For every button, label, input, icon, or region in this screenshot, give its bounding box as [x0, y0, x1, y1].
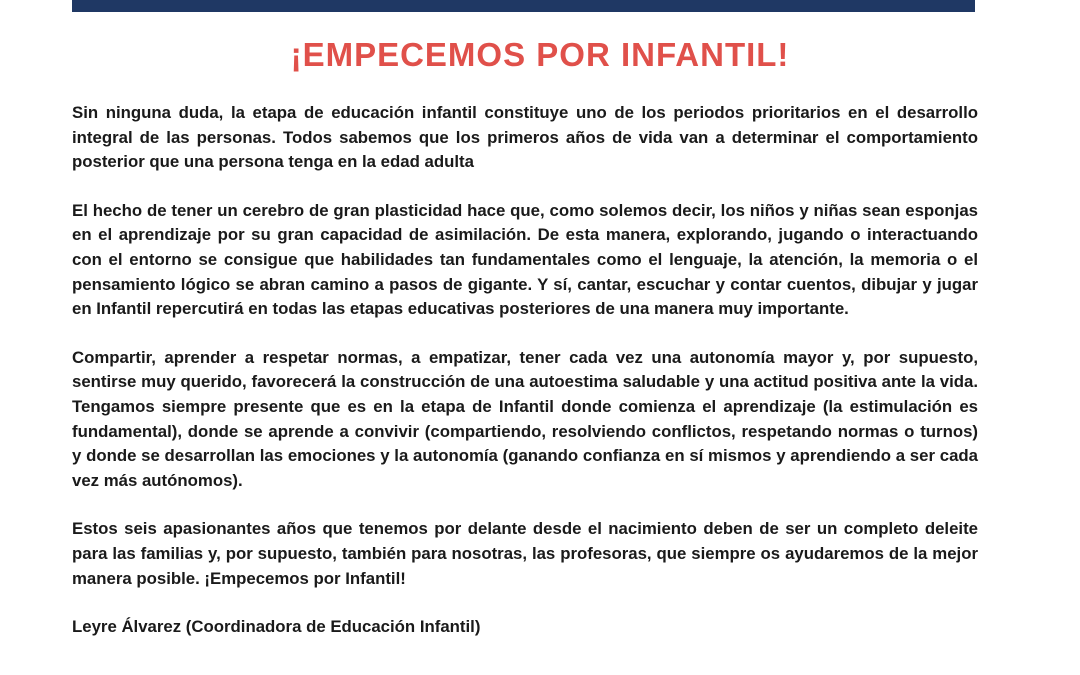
- paragraph-2: El hecho de tener un cerebro de gran plasticidad hace que, como solemos decir, los niños y niñas sean esponjas en el aprendizaje por su gran capacidad de asimilación. De esta manera, explorando, jugando o interactuando con el entorno se consigue que habilidades tan fundamentales como el lenguaje, la atención, la memoria o el pensamiento lógico se abran camino a pasos de gigante. Y sí, cantar, escuchar y contar cuentos, dibujar y jugar en Infantil repercutirá en todas las etapas educativas posteriores de una manera muy importante.: [72, 200, 978, 319]
- header-bar: [72, 0, 975, 12]
- paragraph-3: Compartir, aprender a respetar normas, a empatizar, tener cada vez una autonomía mayor y, por supuesto, sentirse muy querido, favorecerá la construcción de una autoestima saludable y una actitud positiva ante la vida. Tengamos siempre presente que es en la etapa de Infantil donde comienza el aprendizaje (la estimulación es fundamental), donde se aprende a convivir (compartiendo, resolviendo conflictos, respetando normas o turnos) y donde se desarrollan las emociones y la autonomía (ganando confianza en sí mismos y aprendiendo a ser cada vez más autónomos).: [72, 347, 978, 490]
- signature: Leyre Álvarez (Coordinadora de Educación Infantil): [72, 617, 481, 637]
- article-body: [72, 101, 978, 640]
- paragraph-4: Estos seis apasionantes años que tenemos por delante desde el nacimiento deben de ser un completo deleite para las familias y, por supuesto, también para nosotras, las profesoras, que siempre os ayudaremos de la mejor manera posible. ¡Empecemos por Infantil!: [72, 519, 978, 588]
- page-title: ¡EMPECEMOS POR INFANTIL!: [290, 36, 790, 73]
- paragraph-1: Sin ninguna duda, la etapa de educación infantil constituye uno de los periodos prioritarios en el desarrollo integral de las personas. Todos sabemos que los primeros años de vida van a determinar el comportamiento posterior que una persona tenga en la edad adulta: [72, 103, 978, 172]
